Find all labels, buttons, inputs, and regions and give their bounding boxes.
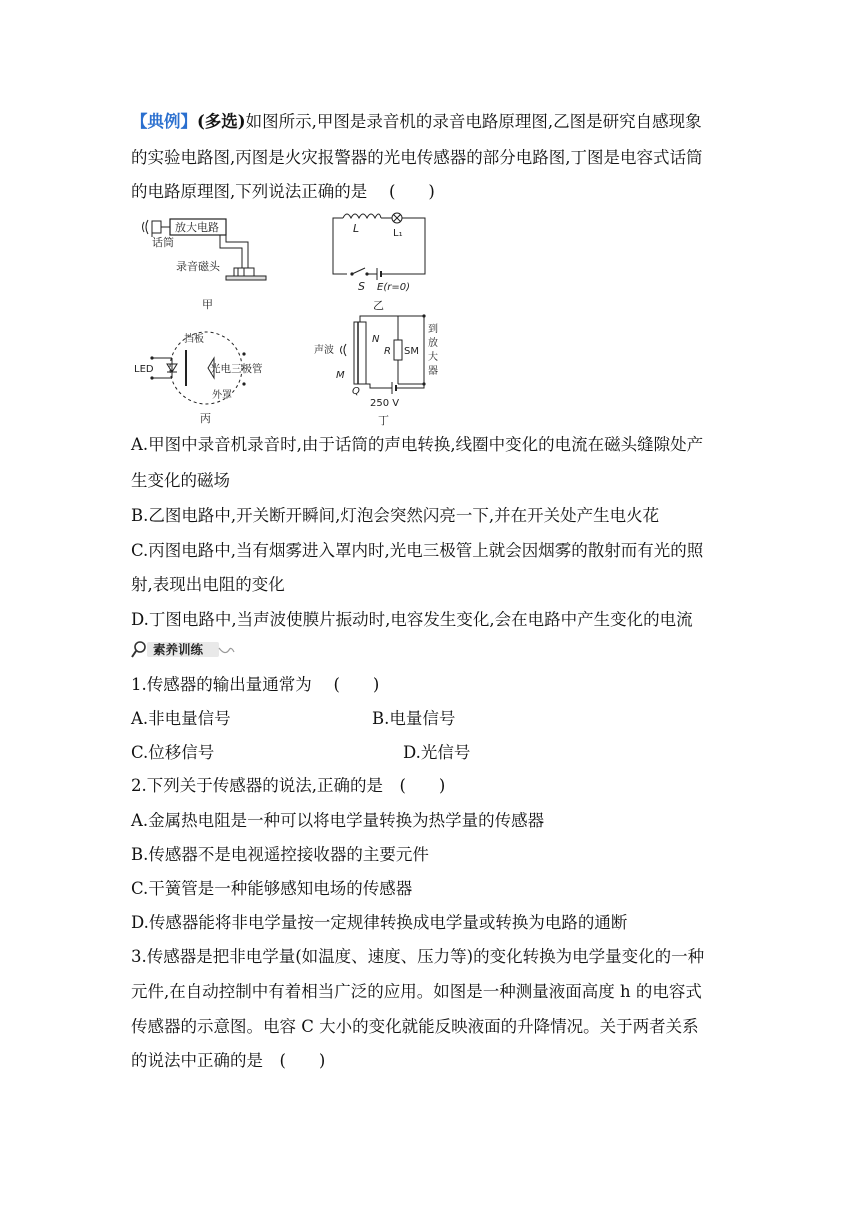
label-phototransistor: 光电三极管 bbox=[210, 363, 263, 375]
q3-stem-line-3: 传感器的示意图。电容 C 大小的变化就能反映液面的升降情况。关于两者关系 bbox=[131, 1017, 699, 1036]
example-option-d: D.丁图电路中,当声波使膜片振动时,电容发生变化,会在电路中产生变化的电流 bbox=[131, 610, 693, 629]
q2-option-c: C.干簧管是一种能够感知电场的传感器 bbox=[131, 879, 413, 898]
q2-option-a: A.金属热电阻是一种可以将电学量转换为热学量的传感器 bbox=[131, 811, 545, 830]
example-stem-line-1: 【典例】(多选)如图所示,甲图是录音机的录音电路原理图,乙图是研究自感现象 bbox=[131, 112, 702, 131]
label-amplifier: 放大电路 bbox=[175, 221, 219, 234]
label-source: E(r=0) bbox=[377, 282, 410, 293]
label-sound-wave: 声波 bbox=[314, 345, 334, 356]
q1-option-d: D.光信号 bbox=[403, 743, 471, 762]
label-inductor: L bbox=[353, 222, 360, 235]
multi-select-tag: (多选) bbox=[197, 112, 246, 131]
label-cover: 外罩 bbox=[212, 390, 232, 401]
q3-stem-line-2: 元件,在自动控制中有着相当广泛的应用。如图是一种测量液面高度 h 的电容式 bbox=[131, 982, 702, 1001]
example-option-b: B.乙图电路中,开关断开瞬间,灯泡会突然闪亮一下,并在开关处产生电火花 bbox=[131, 506, 660, 525]
label-voltage: 250 V bbox=[370, 398, 400, 409]
q1-option-b: B.电量信号 bbox=[372, 709, 456, 728]
figure-jia-recorder-circuit bbox=[140, 212, 280, 312]
section-banner bbox=[131, 638, 235, 660]
section-banner-text: 素养训练 bbox=[153, 642, 204, 657]
label-qi: 器 bbox=[428, 366, 438, 377]
figure-yi-self-inductance-circuit bbox=[325, 210, 435, 312]
example-stem-line-3: 的电路原理图,下列说法正确的是 ( ) bbox=[131, 182, 435, 201]
label-fang: 放 bbox=[428, 338, 438, 349]
label-n: N bbox=[372, 334, 380, 345]
label-led: LED bbox=[134, 364, 154, 375]
example-stem-line-2: 的实验电路图,丙图是火灾报警器的光电传感器的部分电路图,丁图是电容式话筒 bbox=[131, 148, 703, 167]
example-option-a-line-1: A.甲图中录音机录音时,由于话筒的声电转换,线圈中变化的电流在磁头缝隙处产 bbox=[131, 435, 704, 454]
q1-option-a: A.非电量信号 bbox=[131, 709, 231, 728]
label-bulb: L₁ bbox=[393, 228, 403, 239]
example-option-c-line-1: C.丙图电路中,当有烟雾进入罩内时,光电三极管上就会因烟雾的散射而有光的照 bbox=[131, 541, 704, 560]
example-option-a-line-2: 生变化的磁场 bbox=[131, 471, 230, 490]
label-m: M bbox=[336, 370, 345, 381]
example-option-c-line-2: 射,表现出电阻的变化 bbox=[131, 575, 285, 594]
label-record-head: 录音磁头 bbox=[176, 260, 220, 273]
q1-stem: 1.传感器的输出量通常为 ( ) bbox=[131, 675, 380, 694]
label-baffle: 挡板 bbox=[184, 334, 204, 345]
q2-option-b: B.传感器不是电视遥控接收器的主要元件 bbox=[131, 845, 429, 864]
label-sm: SM bbox=[404, 346, 419, 357]
label-to: 到 bbox=[428, 324, 438, 335]
label-da: 大 bbox=[428, 352, 438, 363]
q2-stem: 2.下列关于传感器的说法,正确的是 ( ) bbox=[131, 776, 446, 795]
q3-stem-line-4: 的说法中正确的是 ( ) bbox=[131, 1051, 326, 1070]
caption-ding: 丁 bbox=[378, 414, 389, 427]
figure-bing-smoke-detector bbox=[132, 328, 280, 426]
label-switch: S bbox=[358, 280, 365, 293]
caption-jia: 甲 bbox=[202, 298, 213, 311]
q3-stem-line-1: 3.传感器是把非电学量(如温度、速度、压力等)的变化转换为电学量变化的一种 bbox=[131, 947, 705, 966]
caption-bing: 丙 bbox=[200, 412, 211, 425]
figure-ding-condenser-microphone bbox=[312, 314, 462, 428]
label-q: Q bbox=[352, 386, 360, 397]
magnifier-icon bbox=[132, 642, 145, 657]
q1-option-c: C.位移信号 bbox=[131, 743, 215, 762]
q2-option-d: D.传感器能将非电学量按一定规律转换成电学量或转换为电路的通断 bbox=[131, 913, 628, 932]
label-r: R bbox=[384, 346, 391, 357]
label-microphone: 话筒 bbox=[152, 236, 174, 249]
caption-yi: 乙 bbox=[373, 299, 384, 312]
example-tag: 【典例】 bbox=[131, 112, 197, 131]
